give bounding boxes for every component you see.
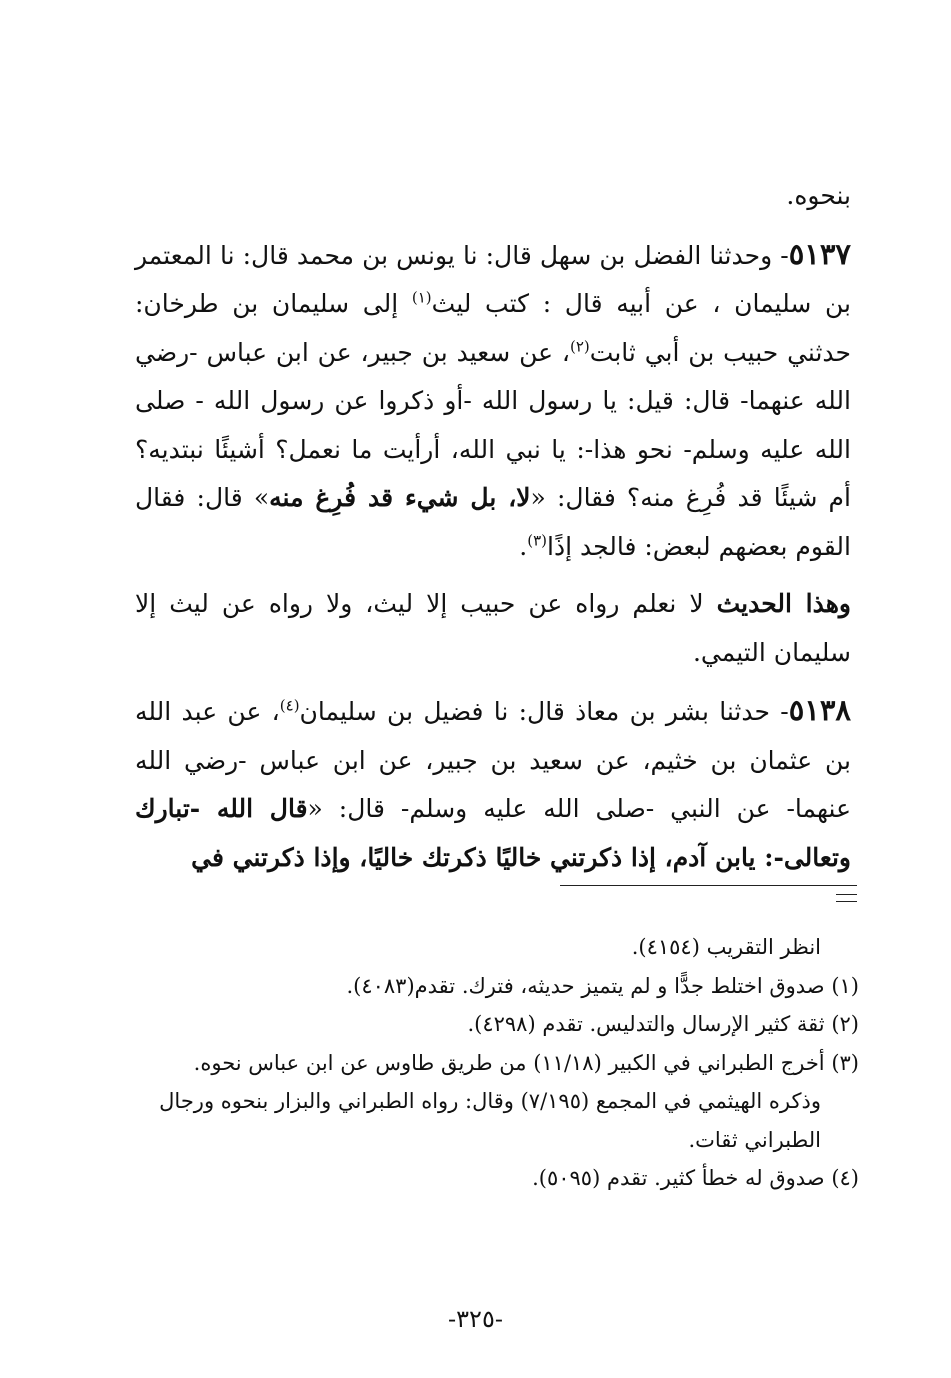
footnote-3-continued: وذكره الهيثمي في المجمع (٧/١٩٥) وقال: رواه الطبراني والبزار بنحوه ورجال الطبراني ثقات. — [159, 1089, 821, 1152]
footnote-continued: انظر التقريب (٤١٥٤). — [631, 935, 821, 959]
footnote-ref-1: (١) — [411, 288, 432, 307]
hadith-5138: ٥١٣٨- حدثنا بشر بن معاذ قال: نا فضيل بن سليمان$^{(٤)}$، عن عبد الله بن عثمان بن خثيم، عن سعيد بن جبير، عن ابن عباس -رضي الله عنهما- عن النبي -صلى الله عليه وسلم- قال: «قال الله -تبارك وتعالى-: يابن آدم، إذا ذكرتني خاليًا ذكرتك خاليًا، وإذا ذكرتني في — [135, 693, 852, 872]
hadith-matn: لا، بل شيء قد فُرِغ منه — [269, 483, 531, 512]
footnote-2: (٢) ثقة كثير الإرسال والتدليس. تقدم (٤٢٩٨). — [467, 1012, 859, 1036]
footnote-separator — [560, 885, 857, 886]
commentary-lead: وهذا الحديث — [716, 589, 851, 618]
hadith-matn: قال الله -تبارك وتعالى-: يابن آدم، إذا ذكرتني خاليًا ذكرتك خاليًا، وإذا ذكرتني في — [135, 794, 851, 872]
footnote-ref-4: (٤) — [279, 696, 300, 715]
footnote-ref-3: (٣) — [527, 531, 547, 550]
footnotes — [145, 928, 859, 1198]
hadith-5137: ٥١٣٧- وحدثنا الفضل بن سهل قال: نا يونس بن محمد قال: نا المعتمر بن سليمان ، عن أبيه قال : كتب ليث$^{(١)}$ إلى سليمان بن طرخان: حدثني حبيب بن أبي ثابت$^{(٢)}$، عن سعيد بن جبير، عن ابن عباس -رضي الله عنهما- قال: قيل: يا رسول الله -أو ذكروا عن رسول الله - صلى الله عليه وسلم- نحو هذا-: يا نبي الله، أرأيت ما نعمل؟ أشيئًا نبتديه؟ أم شيئًا قد فُرِغ منه؟ فقال: «لا، بل شيء قد فُرِغ منه» قال: فقال القوم بعضهم لبعض: فالجد إذًا$^{(٣)}$. — [135, 236, 851, 561]
footnote-4: (٤) صدوق له خطأ كثير. تقدم (٥٠٩٥). — [532, 1166, 859, 1190]
hadith-number: ٥١٣٨ — [788, 693, 852, 727]
footnote-3: (٣) أخرج الطبراني في الكبير (١١/١٨) من طريق طاوس عن ابن عباس نحوه. — [193, 1050, 859, 1075]
continuation-paragraph: بنحوه. — [786, 181, 851, 210]
page-number: -٣٢٥- — [448, 1305, 503, 1333]
continuation-mark — [836, 894, 857, 902]
footnote-ref-2: (٢) — [569, 337, 590, 356]
footnote-1: (١) صدوق اختلط جدًّا و لم يتميز حديثه، فترك. تقدم(٤٠٨٣). — [346, 973, 859, 998]
commentary-paragraph: وهذا الحديث لا نعلم رواه عن حبيب إلا ليث، ولا رواه عن ليث إلا سليمان التيمي. — [135, 589, 851, 667]
hadith-number: ٥١٣٧ — [788, 236, 851, 271]
main-text — [135, 172, 851, 882]
